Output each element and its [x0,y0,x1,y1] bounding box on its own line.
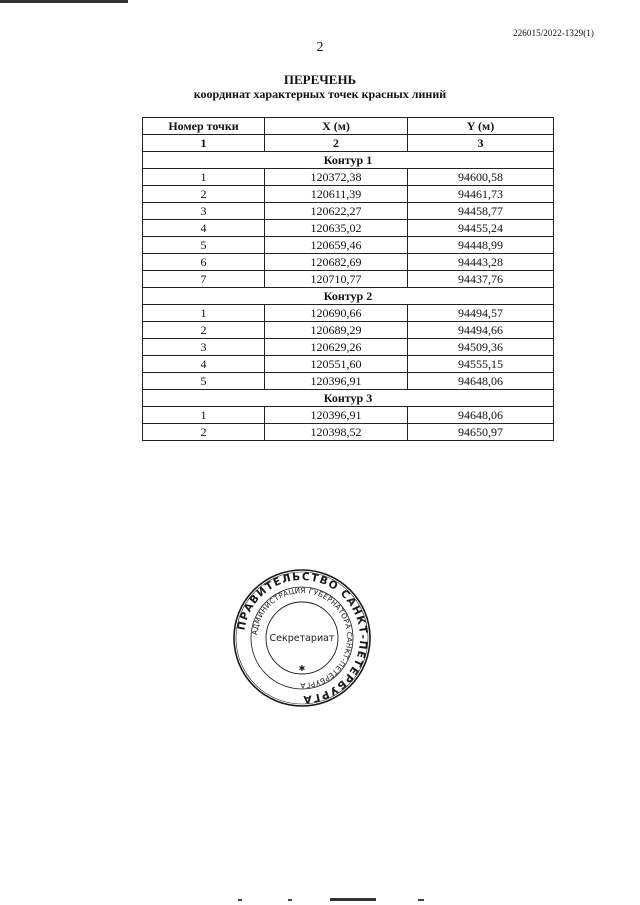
column-index-row [143,135,554,152]
x-cell: 120398,52 [265,424,408,441]
official-seal [232,568,372,708]
y-cell: 94494,66 [408,322,554,339]
coordinates-table [142,117,554,441]
x-cell: 120682,69 [265,254,408,271]
table-row [143,407,554,424]
point-number-cell: 2 [143,322,265,339]
document-subtitle: координат характерных точек красных линий [193,87,447,101]
column-index-3: 3 [408,135,554,152]
y-cell: 94600,58 [408,169,554,186]
scan-dot [418,899,424,901]
table-row [143,424,554,441]
table-header-row [143,118,554,135]
x-cell: 120690,66 [265,305,408,322]
y-cell: 94509,36 [408,339,554,356]
x-cell: 120689,29 [265,322,408,339]
x-cell: 120710,77 [265,271,408,288]
point-number-cell: 4 [143,220,265,237]
table-row [143,254,554,271]
table-row [143,186,554,203]
contour-header-row [143,152,554,169]
y-cell: 94461,73 [408,186,554,203]
point-number-cell: 5 [143,237,265,254]
column-index-2: 2 [265,135,408,152]
point-number-cell: 2 [143,424,265,441]
point-number-cell: 1 [143,169,265,186]
contour-header-row [143,288,554,305]
contour-title: Контур 2 [143,288,554,305]
point-number-cell: 7 [143,271,265,288]
point-number-cell: 6 [143,254,265,271]
contour-header-row [143,390,554,407]
y-cell: 94650,97 [408,424,554,441]
x-cell: 120396,91 [265,373,408,390]
table-row [143,271,554,288]
scan-dot [288,899,292,901]
y-cell: 94555,15 [408,356,554,373]
x-cell: 120372,38 [265,169,408,186]
seal-star-icon: ✱ [298,664,306,673]
seal-inner-text: АДМИНИСТРАЦИЯ ГУБЕРНАТОРА САНКТ-ПЕТЕРБУРГА [250,585,355,691]
y-cell: 94458,77 [408,203,554,220]
scan-dash [330,898,376,901]
x-cell: 120659,46 [265,237,408,254]
point-number-cell: 5 [143,373,265,390]
scan-footer-marks [230,897,450,903]
header-point-number: Номер точки [143,118,265,135]
document-number: 226015/2022-1329(1) [513,28,594,38]
page-number: 2 [316,40,324,55]
y-cell: 94437,76 [408,271,554,288]
scan-dot [238,899,242,901]
table-row [143,237,554,254]
x-cell: 120629,26 [265,339,408,356]
table-row [143,305,554,322]
table-row [143,339,554,356]
header-y: Y (м) [408,118,554,135]
point-number-cell: 3 [143,203,265,220]
y-cell: 94448,99 [408,237,554,254]
point-number-cell: 1 [143,407,265,424]
table-row [143,373,554,390]
table-row [143,322,554,339]
document-title: ПЕРЕЧЕНЬ [283,72,357,87]
x-cell: 120551,60 [265,356,408,373]
header-x: X (м) [265,118,408,135]
x-cell: 120396,91 [265,407,408,424]
x-cell: 120611,39 [265,186,408,203]
seal-outer-text: ПРАВИТЕЛЬСТВО САНКТ-ПЕТЕРБУРГА [235,570,370,706]
contour-title: Контур 1 [143,152,554,169]
scan-edge-mark [0,0,128,3]
y-cell: 94455,24 [408,220,554,237]
x-cell: 120622,27 [265,203,408,220]
y-cell: 94648,06 [408,373,554,390]
point-number-cell: 4 [143,356,265,373]
seal-center-text: Секретариат [269,633,335,644]
x-cell: 120635,02 [265,220,408,237]
table-row [143,220,554,237]
column-index-1: 1 [143,135,265,152]
y-cell: 94494,57 [408,305,554,322]
y-cell: 94648,06 [408,407,554,424]
contour-title: Контур 3 [143,390,554,407]
point-number-cell: 3 [143,339,265,356]
table-row [143,203,554,220]
y-cell: 94443,28 [408,254,554,271]
point-number-cell: 1 [143,305,265,322]
table-row [143,169,554,186]
point-number-cell: 2 [143,186,265,203]
table-row [143,356,554,373]
